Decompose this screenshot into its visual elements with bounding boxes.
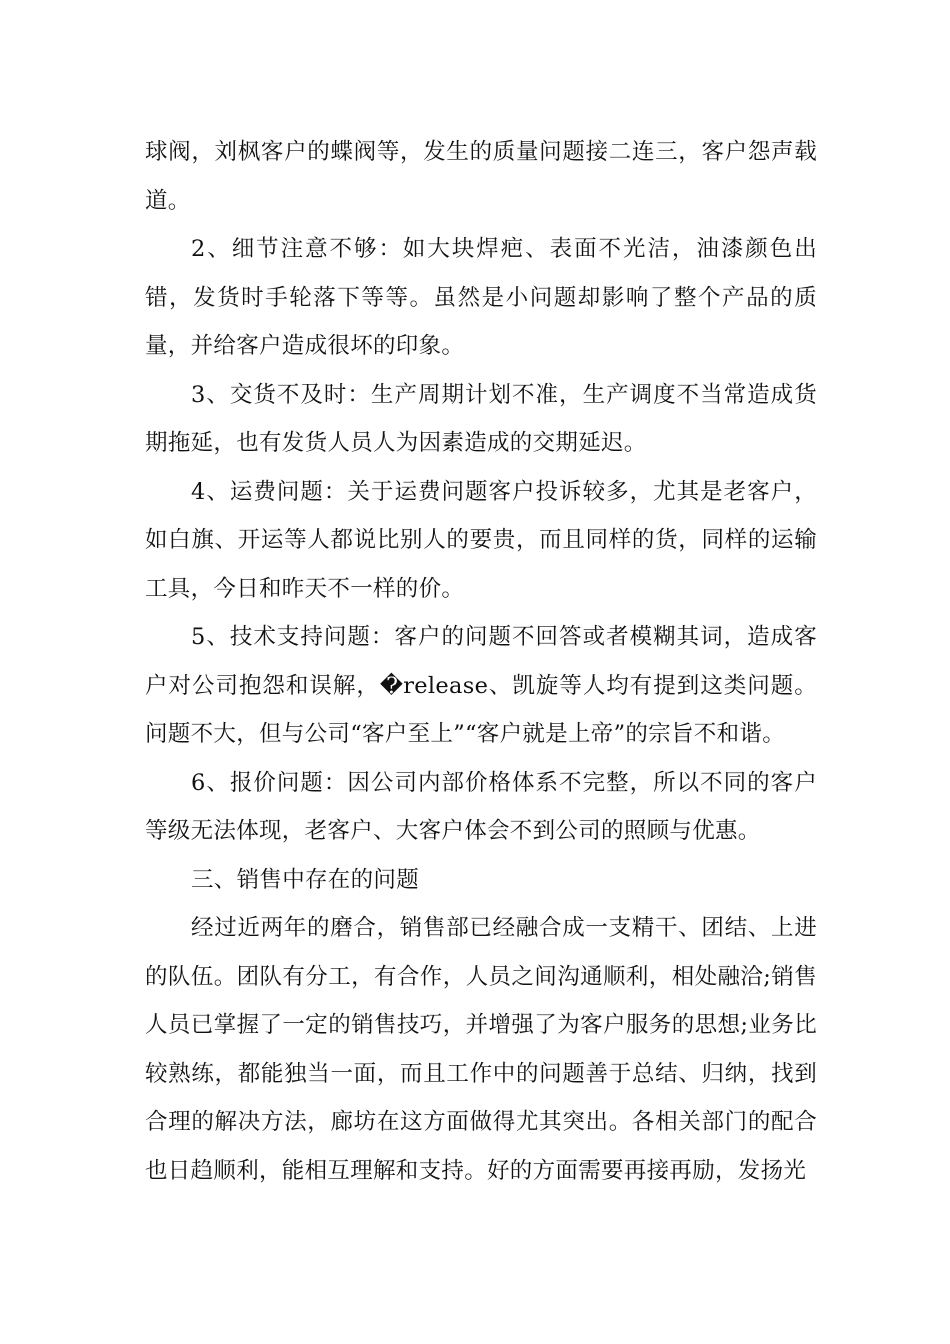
paragraph-tech-support: 5、技术支持问题：客户的问题不回答或者模糊其词，造成客户对公司抱怨和误解，�release、凯旋等人均有提到这类问题。问题不大，但与公司“客户至上”“客户就是上帝”的宗旨不和谐。: [145, 624, 817, 747]
section-heading-sales-problems: 三、销售中存在的问题: [191, 866, 420, 893]
paragraph-pricing-issue: 6、报价问题：因公司内部价格体系不完整，所以不同的客户等级无法体现，老客户、大客户体会不到公司的照顾与优惠。: [145, 769, 817, 844]
paragraph-late-delivery: 3、交货不及时：生产周期计划不准，生产调度不当常造成货期拖延，也有发货人员人为因素造成的交期延迟。: [145, 381, 817, 456]
paragraph-quality-issues-end: 球阀，刘枫客户的蝶阀等，发生的质量问题接二连三，客户怨声载道。: [145, 139, 817, 214]
paragraph-detail-attention: 2、细节注意不够：如大块焊疤、表面不光洁，油漆颜色出错，发货时手轮落下等等。虽然是小问题却影响了整个产品的质量，并给客户造成很坏的印象。: [145, 236, 817, 359]
paragraph-team-overview: 经过近两年的磨合，销售部已经融合成一支精干、团结、上进的队伍。团队有分工，有合作，人员之间沟通顺利，相处融洽;销售人员已掌握了一定的销售技巧，并增强了为客户服务的思想;业务比较熟练，都能独当一面，而且工作中的问题善于总结、归纳，找到合理的解决方法，廊坊在这方面做得尤其突出。各相关部门的配合也日趋顺利，能相互理解和支持。好的方面需要再接再励，发扬光: [145, 915, 817, 1184]
paragraph-freight-issue: 4、运费问题：关于运费问题客户投诉较多，尤其是老客户，如白旗、开运等人都说比别人的要贵，而且同样的货，同样的运输工具，今日和昨天不一样的价。: [145, 478, 817, 602]
document-body: [145, 128, 817, 1195]
